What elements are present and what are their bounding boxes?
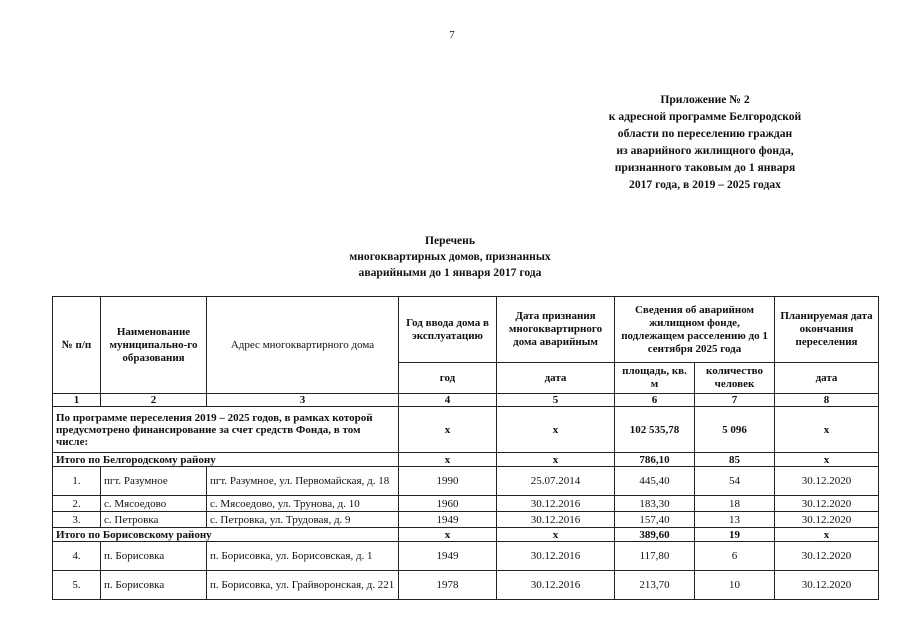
column-number: 4 bbox=[399, 394, 497, 407]
total-people: 5 096 bbox=[695, 407, 775, 453]
group-row bbox=[53, 453, 879, 467]
header-plan: Планируемая дата окончания переселения bbox=[775, 297, 879, 363]
page-number: 7 bbox=[449, 29, 455, 41]
header-info: Сведения об аварийном жилищном фонде, подлежащем расселению до 1 сентября 2025 года bbox=[615, 297, 775, 363]
appendix-line: признанного таковым до 1 января bbox=[614, 161, 796, 174]
header-num: № п/п bbox=[53, 297, 101, 394]
row-address: п. Борисовка, ул. Борисовская, д. 1 bbox=[207, 542, 399, 571]
row-plan: 30.12.2020 bbox=[775, 512, 879, 528]
row-plan: 30.12.2020 bbox=[775, 571, 879, 600]
table-row bbox=[53, 512, 879, 528]
subheader-date: дата bbox=[497, 363, 615, 394]
row-municipality: с. Мясоедово bbox=[101, 496, 207, 512]
row-area: 157,40 bbox=[615, 512, 695, 528]
column-number: 8 bbox=[775, 394, 879, 407]
list-title-line: аварийными до 1 января 2017 года bbox=[358, 266, 542, 279]
column-number: 1 bbox=[53, 394, 101, 407]
table-row bbox=[53, 496, 879, 512]
subheader-year: год bbox=[399, 363, 497, 394]
group-date: x bbox=[497, 528, 615, 542]
row-people: 6 bbox=[695, 542, 775, 571]
table-row bbox=[53, 542, 879, 571]
column-number: 2 bbox=[101, 394, 207, 407]
list-title-line: Перечень bbox=[425, 234, 475, 247]
row-num: 1. bbox=[53, 467, 101, 496]
row-people: 10 bbox=[695, 571, 775, 600]
header-address: Адрес многоквартирного дома bbox=[207, 297, 399, 394]
row-year: 1960 bbox=[399, 496, 497, 512]
row-municipality: пгт. Разумное bbox=[101, 467, 207, 496]
appendix-line: к адресной программе Белгородской bbox=[608, 110, 802, 123]
appendix-heading bbox=[575, 91, 835, 193]
group-people: 85 bbox=[695, 453, 775, 467]
row-address: п. Борисовка, ул. Грайворонская, д. 221 bbox=[207, 571, 399, 600]
row-num: 5. bbox=[53, 571, 101, 600]
column-number: 7 bbox=[695, 394, 775, 407]
row-address: пгт. Разумное, ул. Первомайская, д. 18 bbox=[207, 467, 399, 496]
header-municipality: Наименование муниципально-го образования bbox=[101, 297, 207, 394]
row-plan: 30.12.2020 bbox=[775, 496, 879, 512]
row-people: 54 bbox=[695, 467, 775, 496]
row-date: 30.12.2016 bbox=[497, 512, 615, 528]
header-date: Дата признания многоквартирного дома аварийным bbox=[497, 297, 615, 363]
row-num: 3. bbox=[53, 512, 101, 528]
group-date: x bbox=[497, 453, 615, 467]
group-label: Итого по Белгородскому району bbox=[53, 453, 399, 467]
row-area: 183,30 bbox=[615, 496, 695, 512]
total-year: x bbox=[399, 407, 497, 453]
appendix-line: Приложение № 2 bbox=[660, 93, 750, 106]
row-plan: 30.12.2020 bbox=[775, 542, 879, 571]
group-year: x bbox=[399, 528, 497, 542]
group-row bbox=[53, 528, 879, 542]
table-row bbox=[53, 571, 879, 600]
row-municipality: п. Борисовка bbox=[101, 542, 207, 571]
row-municipality: с. Петровка bbox=[101, 512, 207, 528]
row-plan: 30.12.2020 bbox=[775, 467, 879, 496]
row-date: 30.12.2016 bbox=[497, 496, 615, 512]
column-number: 5 bbox=[497, 394, 615, 407]
row-date: 25.07.2014 bbox=[497, 467, 615, 496]
row-num: 2. bbox=[53, 496, 101, 512]
total-row bbox=[53, 407, 879, 453]
appendix-line: 2017 года, в 2019 – 2025 годах bbox=[629, 178, 781, 191]
row-address: с. Мясоедово, ул. Трунова, д. 10 bbox=[207, 496, 399, 512]
row-people: 13 bbox=[695, 512, 775, 528]
list-title-line: многоквартирных домов, признанных bbox=[349, 250, 551, 263]
group-area: 786,10 bbox=[615, 453, 695, 467]
group-year: x bbox=[399, 453, 497, 467]
subheader-people: количество человек bbox=[695, 363, 775, 394]
total-area: 102 535,78 bbox=[615, 407, 695, 453]
column-number: 3 bbox=[207, 394, 399, 407]
row-date: 30.12.2016 bbox=[497, 571, 615, 600]
row-year: 1949 bbox=[399, 542, 497, 571]
row-num: 4. bbox=[53, 542, 101, 571]
column-number: 6 bbox=[615, 394, 695, 407]
subheader-area: площадь, кв. м bbox=[615, 363, 695, 394]
table-row bbox=[53, 467, 879, 496]
row-date: 30.12.2016 bbox=[497, 542, 615, 571]
row-area: 213,70 bbox=[615, 571, 695, 600]
row-area: 117,80 bbox=[615, 542, 695, 571]
group-plan: x bbox=[775, 453, 879, 467]
buildings-table bbox=[52, 296, 879, 600]
row-year: 1978 bbox=[399, 571, 497, 600]
appendix-line: из аварийного жилищного фонда, bbox=[616, 144, 794, 157]
row-area: 445,40 bbox=[615, 467, 695, 496]
row-year: 1990 bbox=[399, 467, 497, 496]
row-year: 1949 bbox=[399, 512, 497, 528]
group-people: 19 bbox=[695, 528, 775, 542]
total-label: По программе переселения 2019 – 2025 годов, в рамках которой предусмотрено финансирование за счет средств Фонда, в том числе: bbox=[53, 407, 399, 453]
appendix-line: области по переселению граждан bbox=[617, 127, 793, 140]
row-municipality: п. Борисовка bbox=[101, 571, 207, 600]
header-year: Год ввода дома в эксплуатацию bbox=[399, 297, 497, 363]
group-label: Итого по Борисовскому району bbox=[53, 528, 399, 542]
group-plan: x bbox=[775, 528, 879, 542]
row-people: 18 bbox=[695, 496, 775, 512]
list-title bbox=[290, 233, 610, 281]
row-address: с. Петровка, ул. Трудовая, д. 9 bbox=[207, 512, 399, 528]
group-area: 389,60 bbox=[615, 528, 695, 542]
subheader-plan: дата bbox=[775, 363, 879, 394]
total-plan: x bbox=[775, 407, 879, 453]
total-date: x bbox=[497, 407, 615, 453]
